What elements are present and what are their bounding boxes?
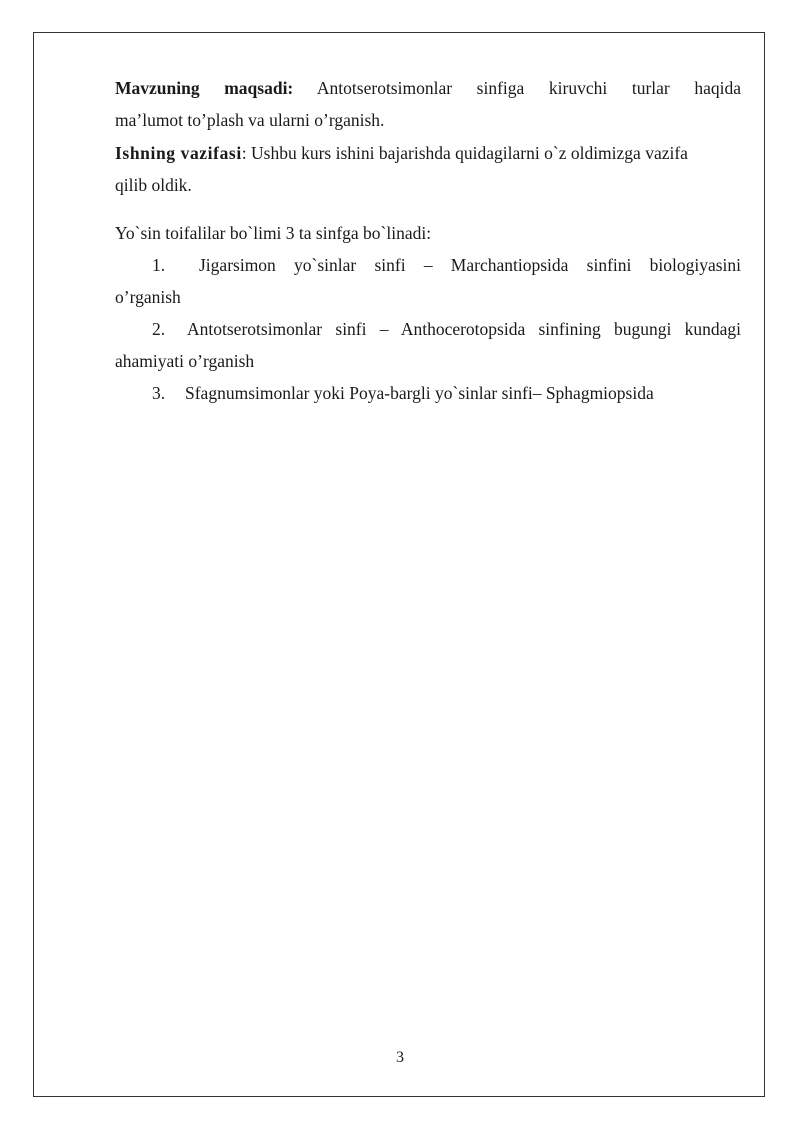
goal-line-1 [115, 72, 741, 104]
tasks-line-1 [115, 137, 741, 169]
list-item-2-line-2: ahamiyati o’rganish [115, 351, 255, 371]
list-item-1-text: Jigarsimon yo`sinlar sinfi – Marchantiopsida sinfini biologiyasini [199, 255, 741, 275]
goal-paragraph [115, 72, 741, 136]
list-item-3-text: Sfagnumsimonlar yoki Poya-bargli yo`sinlar sinfi– Sphagmiopsida [185, 383, 654, 403]
list-item-3-line-1 [115, 377, 741, 409]
goal-line-2: ma’lumot to’plash va ularni o’rganish. [115, 110, 385, 130]
intro-text: Yo`sin toifalilar bo`limi 3 ta sinfga bo`linadi: [115, 223, 432, 243]
list-item-1-line-1 [115, 249, 741, 281]
list-item-2-number: 2. [152, 319, 166, 339]
list-item-2-line-1 [115, 313, 741, 345]
tasks-label: Ishning vazifasi [115, 143, 242, 163]
list-item-2-text: Antotserotsimonlar sinfi – Anthocerotopsida sinfining bugungi kundagi [187, 319, 741, 339]
list-item-3-number: 3. [152, 383, 166, 403]
intro-paragraph [115, 217, 741, 249]
goal-text-1: Antotserotsimonlar sinfiga kiruvchi turlar haqida [316, 78, 741, 98]
tasks-text-1: : Ushbu kurs ishini bajarishda quidagilarni o`z oldimizga vazifa [241, 143, 688, 163]
goal-label: Mavzuning maqsadi: [115, 78, 294, 98]
list-item-2 [115, 313, 741, 377]
tasks-paragraph [115, 137, 741, 201]
list-item-3 [115, 377, 741, 409]
list-item-1-number: 1. [152, 255, 166, 275]
list-item-1 [115, 249, 741, 313]
page-number: 3 [396, 1049, 404, 1066]
list-item-1-line-2: o’rganish [115, 287, 181, 307]
tasks-line-2: qilib oldik. [115, 175, 192, 195]
